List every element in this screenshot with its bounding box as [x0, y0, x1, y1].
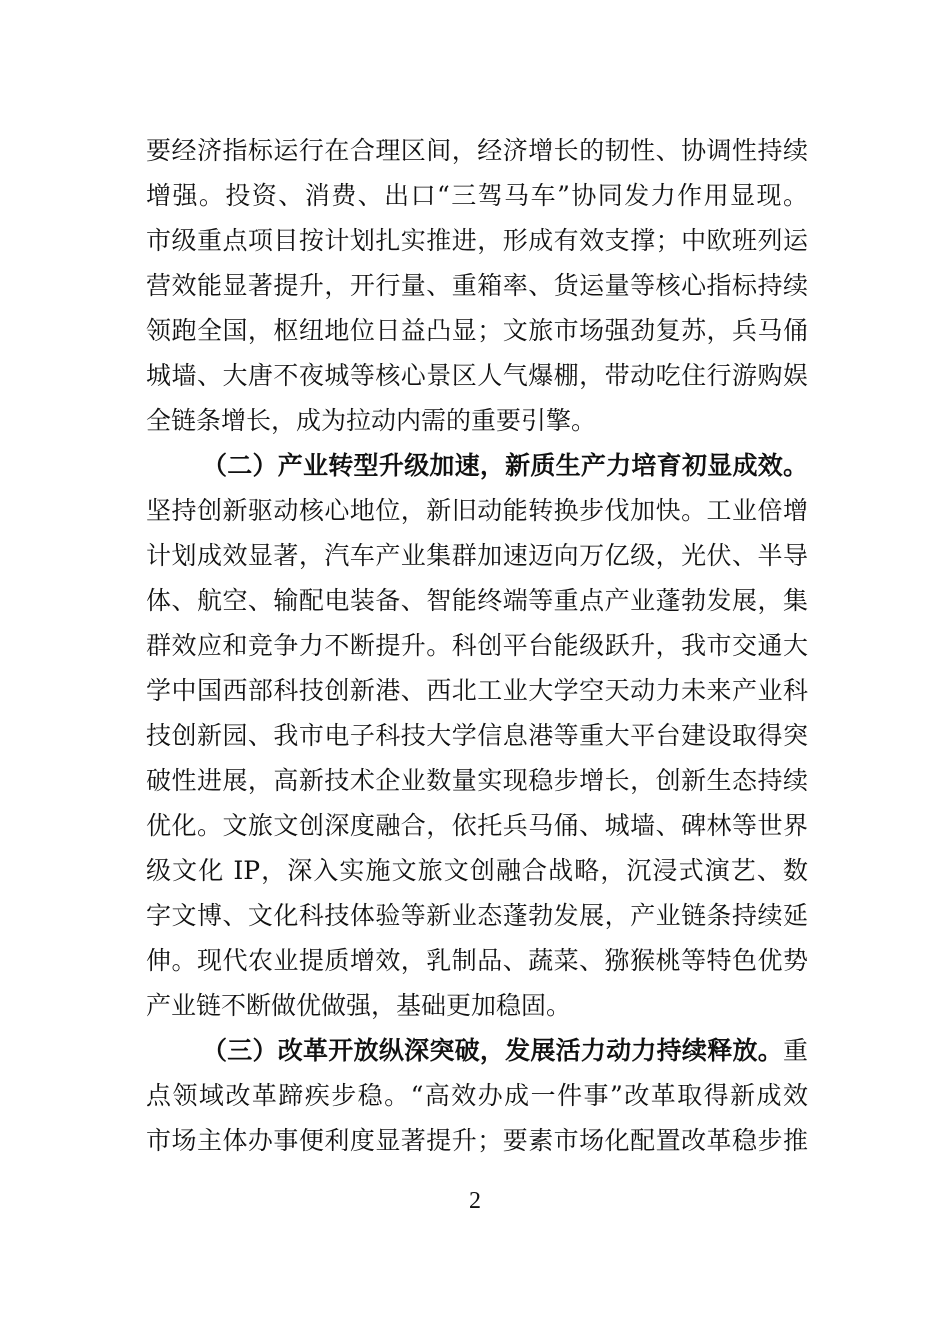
text-line: 要经济指标运行在合理区间，经济增长的韧性、协调性持续 [146, 136, 808, 165]
text-line: 伸。现代农业提质增效，乳制品、蔬菜、猕猴桃等特色优势 [146, 946, 808, 975]
section-heading-3 [146, 1028, 808, 1073]
text-line: 计划成效显著，汽车产业集群加速迈向万亿级，光伏、半导 [146, 541, 808, 570]
section-heading-3-continuation: 重 [782, 1036, 808, 1065]
text-line: 城墙、大唐不夜城等核心景区人气爆棚，带动吃住行游购娱 [146, 361, 808, 390]
text-line: 字文博、文化科技体验等新业态蓬勃发展，产业链条持续延 [146, 901, 808, 930]
text-line: 体、航空、输配电装备、智能终端等重点产业蓬勃发展，集 [146, 586, 808, 615]
text-line: 级文化 IP，深入实施文旅文创融合战略，沉浸式演艺、数 [146, 856, 808, 885]
text-line: 市场主体办事便利度显著提升；要素市场化配置改革稳步推 [146, 1126, 808, 1155]
section-heading-2 [146, 443, 808, 488]
text-line: 市级重点项目按计划扎实推进，形成有效支撑；中欧班列运 [146, 226, 808, 255]
text-line: 营效能显著提升，开行量、重箱率、货运量等核心指标持续 [146, 271, 808, 300]
section-heading-3-text: （三）改革开放纵深突破，发展活力动力持续释放。 [202, 1036, 783, 1065]
text-line: 优化。文旅文创深度融合，依托兵马俑、城墙、碑林等世界 [146, 811, 808, 840]
text-line: 领跑全国，枢纽地位日益凸显；文旅市场强劲复苏，兵马俑 [146, 316, 808, 345]
page-number: 2 [469, 1188, 481, 1214]
text-line: 增强。投资、消费、出口“三驾马车”协同发力作用显现。 [146, 181, 808, 210]
body-text [146, 128, 808, 1163]
text-line: 坚持创新驱动核心地位，新旧动能转换步伐加快。工业倍增 [146, 496, 808, 525]
text-line: 点领域改革蹄疾步稳。“高效办成一件事”改革取得新成效 [146, 1081, 808, 1110]
text-line: 群效应和竞争力不断提升。科创平台能级跃升，我市交通大 [146, 631, 808, 660]
text-line: 技创新园、我市电子科技大学信息港等重大平台建设取得突 [146, 721, 808, 750]
text-line: 全链条增长，成为拉动内需的重要引擎。 [146, 406, 597, 435]
text-line: 产业链不断做优做强，基础更加稳固。 [146, 991, 572, 1020]
text-line: 破性进展，高新技术企业数量实现稳步增长，创新生态持续 [146, 766, 808, 795]
section-heading-2-text: （二）产业转型升级加速，新质生产力培育初显成效。 [202, 451, 808, 480]
text-line: 学中国西部科技创新港、西北工业大学空天动力未来产业科 [146, 676, 808, 705]
